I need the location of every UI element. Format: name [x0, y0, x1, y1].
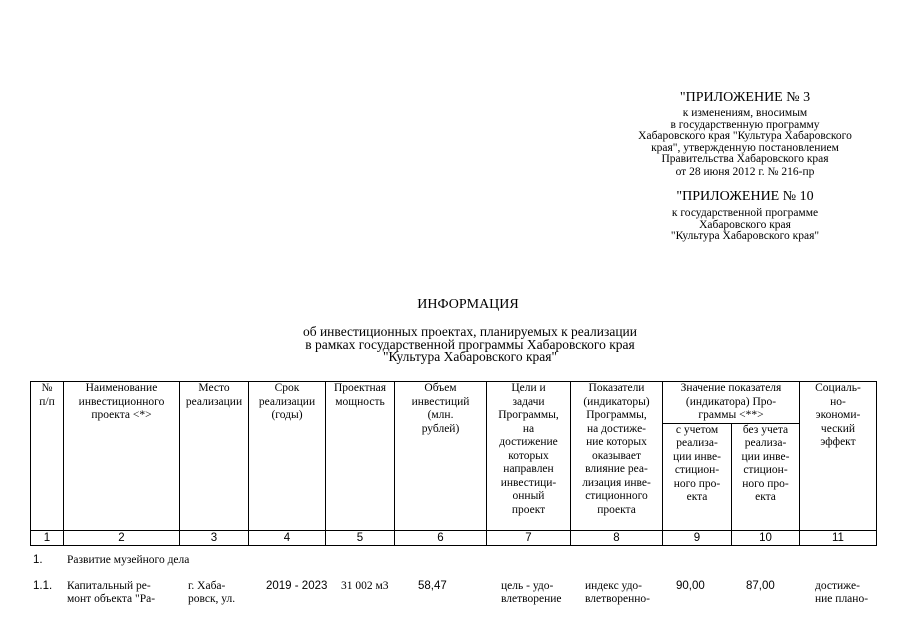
column-number: 7 — [487, 530, 571, 545]
investment-projects-table — [30, 381, 877, 546]
row-project-name: Капитальный ре- монт объекта "Ра- — [67, 580, 156, 605]
header-num: № п/п — [31, 382, 64, 531]
column-numbers-row — [31, 530, 877, 545]
header-indicator-value: Значение показателя (индикатора) Про- граммы <**> — [663, 382, 800, 424]
row-value-without-project: 87,00 — [746, 580, 775, 592]
column-number: 1 — [31, 530, 64, 545]
header-goals: Цели и задачи Программы, на достижение которых направлен инвестици- онный проект — [487, 382, 571, 531]
header-with-project: с учетом реализа- ции инве- стицион- ного про- екта — [663, 423, 732, 530]
appendix-3-text: к изменениям, вносимым в государственную программу Хабаровского края "Культура Хабаровского края", утвержденную постановлением Правительства Хабаровского края — [638, 107, 852, 165]
header-indicators: Показатели (индикаторы) Программы, на достиже- ние которых оказывает влияние реа- лизация инве- стиционного проекта — [571, 382, 663, 531]
column-number: 2 — [64, 530, 180, 545]
section-title: Развитие музейного дела — [67, 554, 190, 566]
header-without-project: без учета реализа- ции инве- стицион- ного про- екта — [732, 423, 800, 530]
column-number: 5 — [326, 530, 395, 545]
appendix-3-heading: "ПРИЛОЖЕНИЕ № 3 — [679, 90, 811, 105]
header-capacity: Проектная мощность — [326, 382, 395, 531]
row-capacity: 31 002 м3 — [341, 580, 389, 592]
row-investment-volume: 58,47 — [418, 580, 447, 592]
column-number: 9 — [663, 530, 732, 545]
table-header-row — [31, 382, 877, 424]
column-number: 3 — [180, 530, 249, 545]
row-effect: достиже- ние плано- — [815, 580, 869, 605]
row-value-with-project: 90,00 — [676, 580, 705, 592]
header-place: Место реализации — [180, 382, 249, 531]
document-title: ИНФОРМАЦИЯ — [417, 297, 519, 312]
row-number: 1.1. — [33, 580, 53, 592]
appendix-3-date: от 28 июня 2012 г. № 216-пр — [675, 166, 815, 178]
column-number: 4 — [249, 530, 326, 545]
header-volume: Объем инвестиций (млн. рублей) — [395, 382, 487, 531]
column-number: 11 — [800, 530, 877, 545]
header-term: Срок реализации (годы) — [249, 382, 326, 531]
row-indicators: индекс удо- влетворенно- — [585, 580, 650, 605]
document-subtitle: об инвестиционных проектах, планируемых к реализации в рамках государственной программы Хабаровского края "Культура Хабаровского края" — [302, 324, 638, 364]
appendix-10-text: к государственной программе Хабаровского края "Культура Хабаровского края" — [670, 207, 820, 242]
appendix-10-heading: "ПРИЛОЖЕНИЕ № 10 — [676, 189, 814, 204]
column-number: 10 — [732, 530, 800, 545]
header-effect: Социаль- но- экономи- ческий эффект — [800, 382, 877, 531]
row-goals: цель - удо- влетворение — [501, 580, 562, 605]
row-term: 2019 - 2023 — [266, 580, 328, 592]
header-name: Наименование инвестиционного проекта <*> — [64, 382, 180, 531]
section-number: 1. — [33, 554, 43, 566]
column-number: 8 — [571, 530, 663, 545]
column-number: 6 — [395, 530, 487, 545]
row-place: г. Хаба- ровск, ул. — [188, 580, 236, 605]
